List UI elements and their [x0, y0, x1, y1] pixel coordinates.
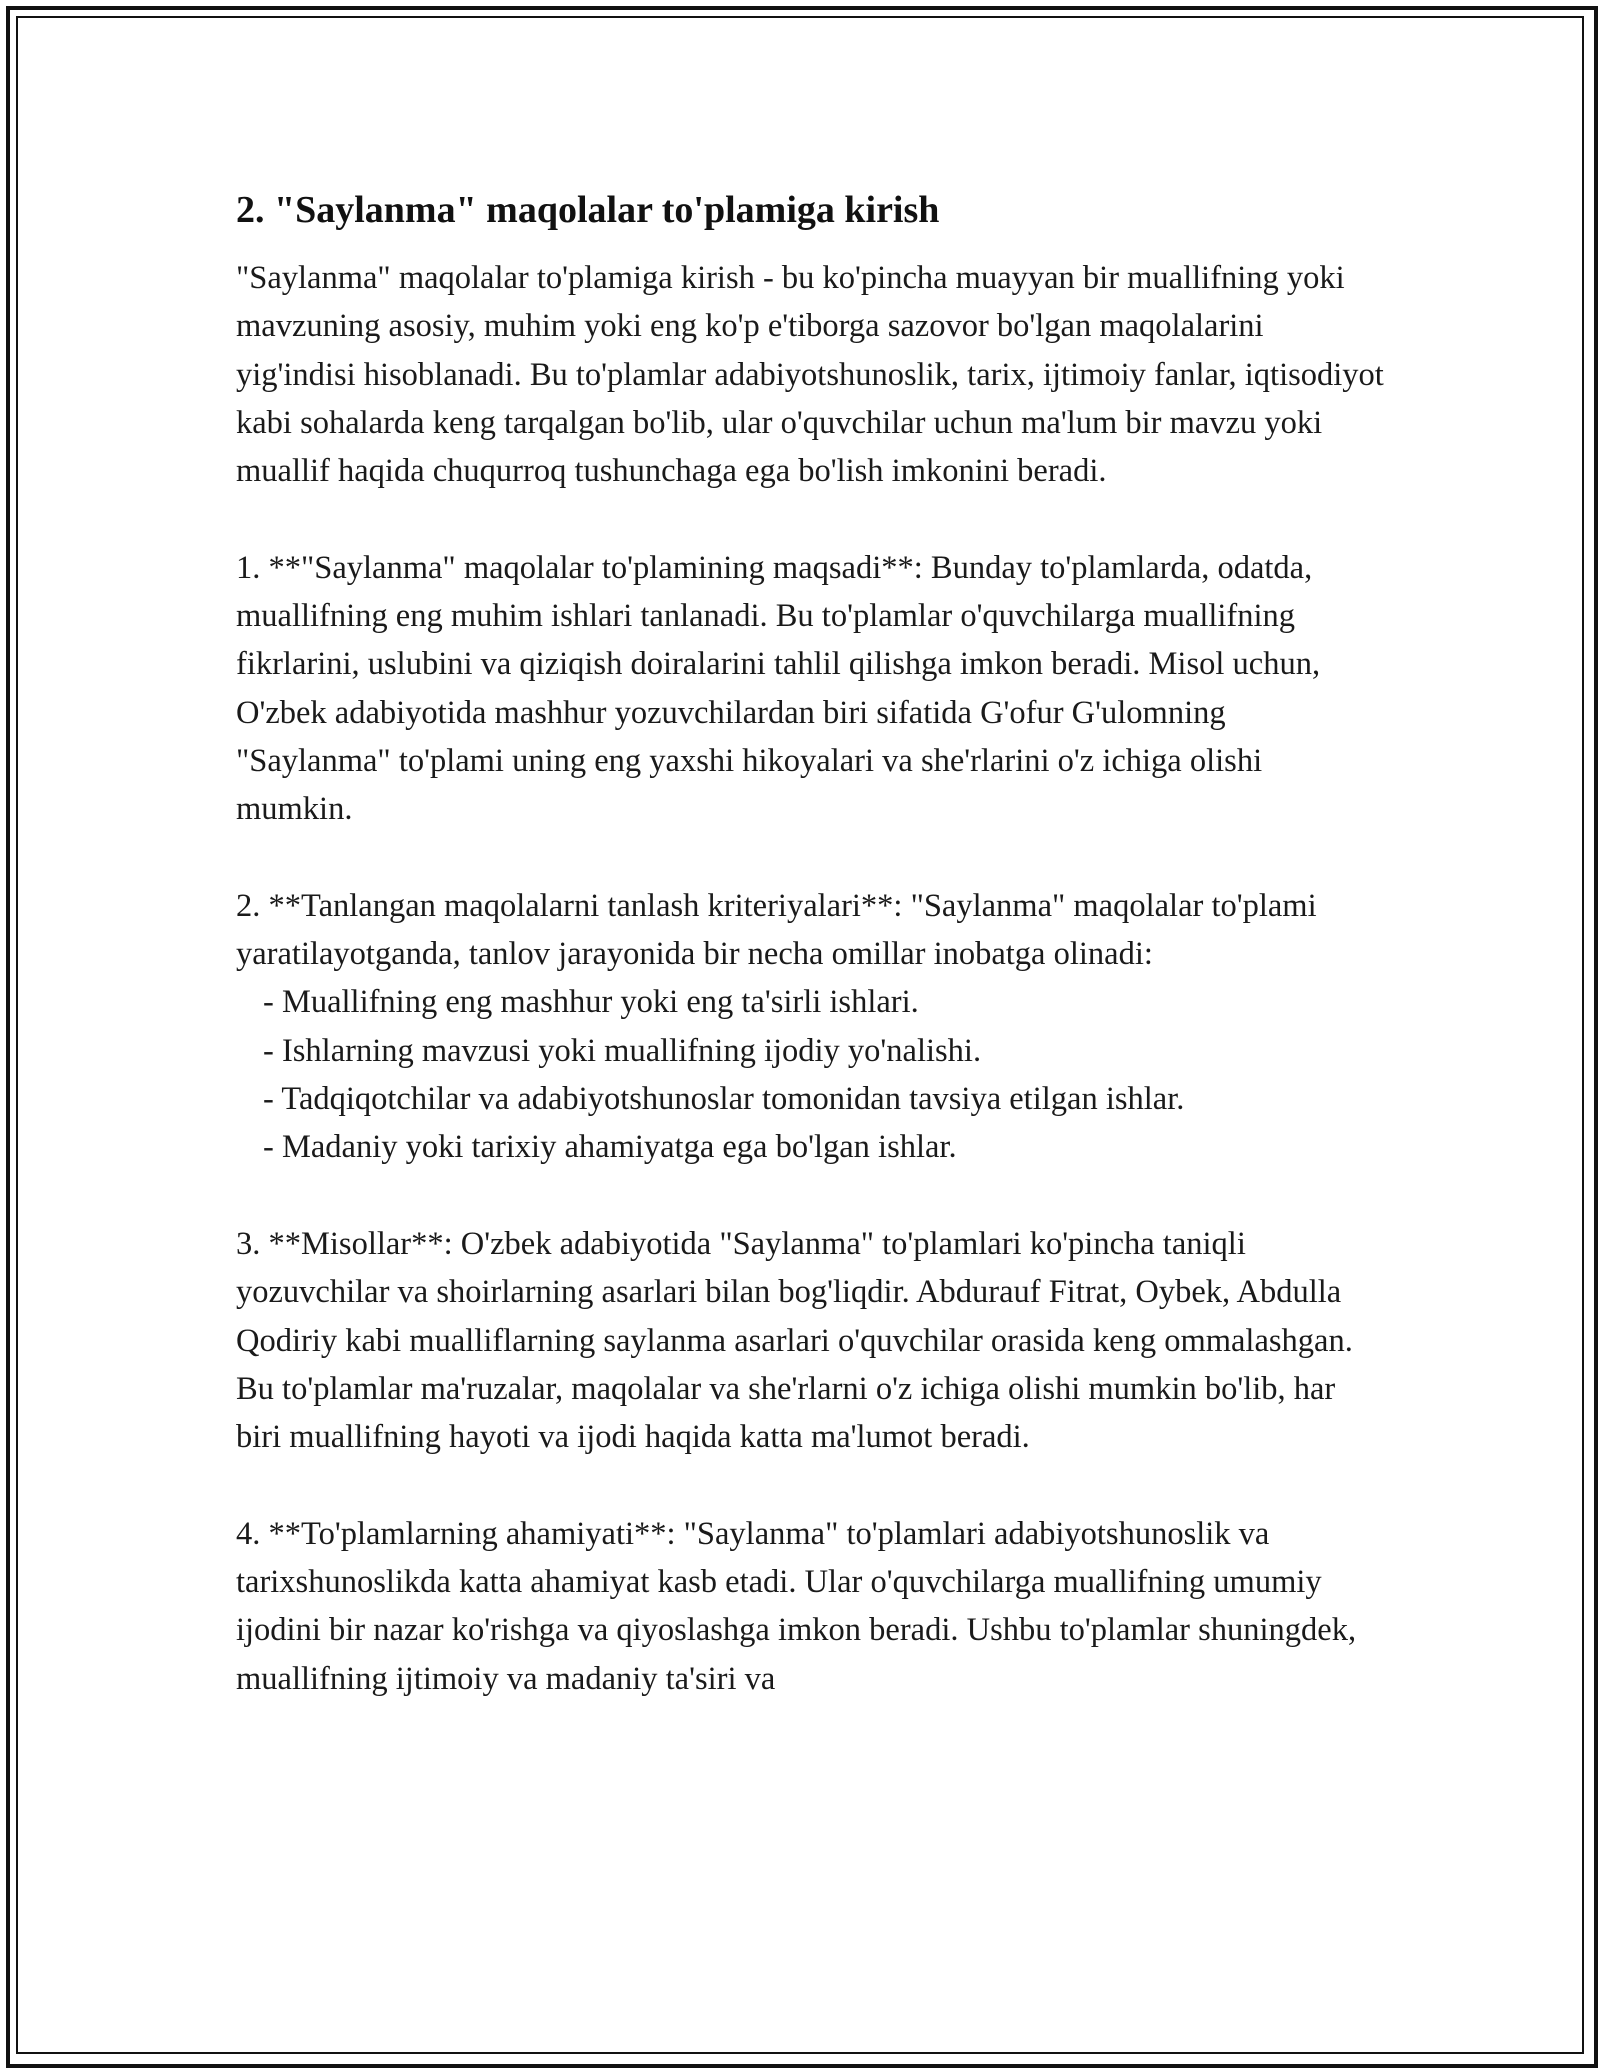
criteria-bullet: - Muallifning eng mashhur yoki eng ta'sirli ishlari.	[263, 984, 919, 1021]
list-item-examples: 3. **Misollar**: O'zbek adabiyotida "Saylanma" to'plamlari ko'pincha taniqli yozuvchilar va shoirlarning asarlari bilan bog'liqdir. Abdurauf Fitrat, Oybek, Abdulla Qodiriy kabi mualliflarning saylanma asarlari o'quvchilar orasida keng ommalashgan. Bu to'plamlar ma'ruzalar, maqolalar va she'rlarni o'z ichiga olishi mumkin bo'lib, har biri muallifning hayoti va ijodi haqida katta ma'lumot beradi.	[236, 1225, 1353, 1456]
list-item-criteria: 2. **Tanlangan maqolalarni tanlash kriteriyalari**: "Saylanma" maqolalar to'plami yaratilayotganda, tanlov jarayonida bir necha omillar inobatga olinadi:	[236, 887, 1317, 973]
document-body	[236, 186, 1386, 1703]
paragraph-gap	[236, 1172, 1386, 1220]
criteria-bullet: - Madaniy yoki tarixiy ahamiyatga ega bo'lgan ishlar.	[263, 1129, 957, 1166]
section-heading: 2. "Saylanma" maqolalar to'plamiga kirish	[236, 189, 940, 231]
paragraph-gap	[236, 495, 1386, 543]
criteria-bullet: - Tadqiqotchilar va adabiyotshunoslar tomonidan tavsiya etilgan ishlar.	[263, 1081, 1185, 1118]
list-item-purpose: 1. **"Saylanma" maqolalar to'plamining maqsadi**: Bunday to'plamlarda, odatda, muallifning eng muhim ishlari tanlanadi. Bu to'plamlar o'quvchilarga muallifning fikrlarini, uslubini va qiziqish doiralarini tahlil qilishga imkon beradi. Misol uchun, O'zbek adabiyotida mashhur yozuvchilardan biri sifatida G'ofur G'ulomning "Saylanma" to'plami uning eng yaxshi hikoyalari va she'rlarini o'z ichiga olishi mumkin.	[236, 549, 1321, 828]
paragraph-gap	[236, 834, 1386, 882]
intro-paragraph: "Saylanma" maqolalar to'plamiga kirish - bu ko'pincha muayyan bir muallifning yoki mavzuning asosiy, muhim yoki eng ko'p e'tiborga sazovor bo'lgan maqolalarini yig'indisi hisoblanadi. Bu to'plamlar adabiyotshunoslik, tarix, ijtimoiy fanlar, iqtisodiyot kabi sohalarda keng tarqalgan bo'lib, ular o'quvchilar uchun ma'lum bir mavzu yoki muallif haqida chuqurroq tushunchaga ega bo'lish imkonini beradi.	[236, 260, 1384, 490]
paragraph-gap	[236, 1461, 1386, 1509]
list-item-importance: 4. **To'plamlarning ahamiyati**: "Saylanma" to'plamlari adabiyotshunoslik va tarixshunoslikda katta ahamiyat kasb etadi. Ular o'quvchilarga muallifning umumiy ijodini bir nazar ko'rishga va qiyoslashga imkon beradi. Ushbu to'plamlar shuningdek, muallifning ijtimoiy va madaniy ta'siri va	[236, 1515, 1357, 1697]
criteria-bullet: - Ishlarning mavzusi yoki muallifning ijodiy yo'nalishi.	[263, 1032, 982, 1069]
